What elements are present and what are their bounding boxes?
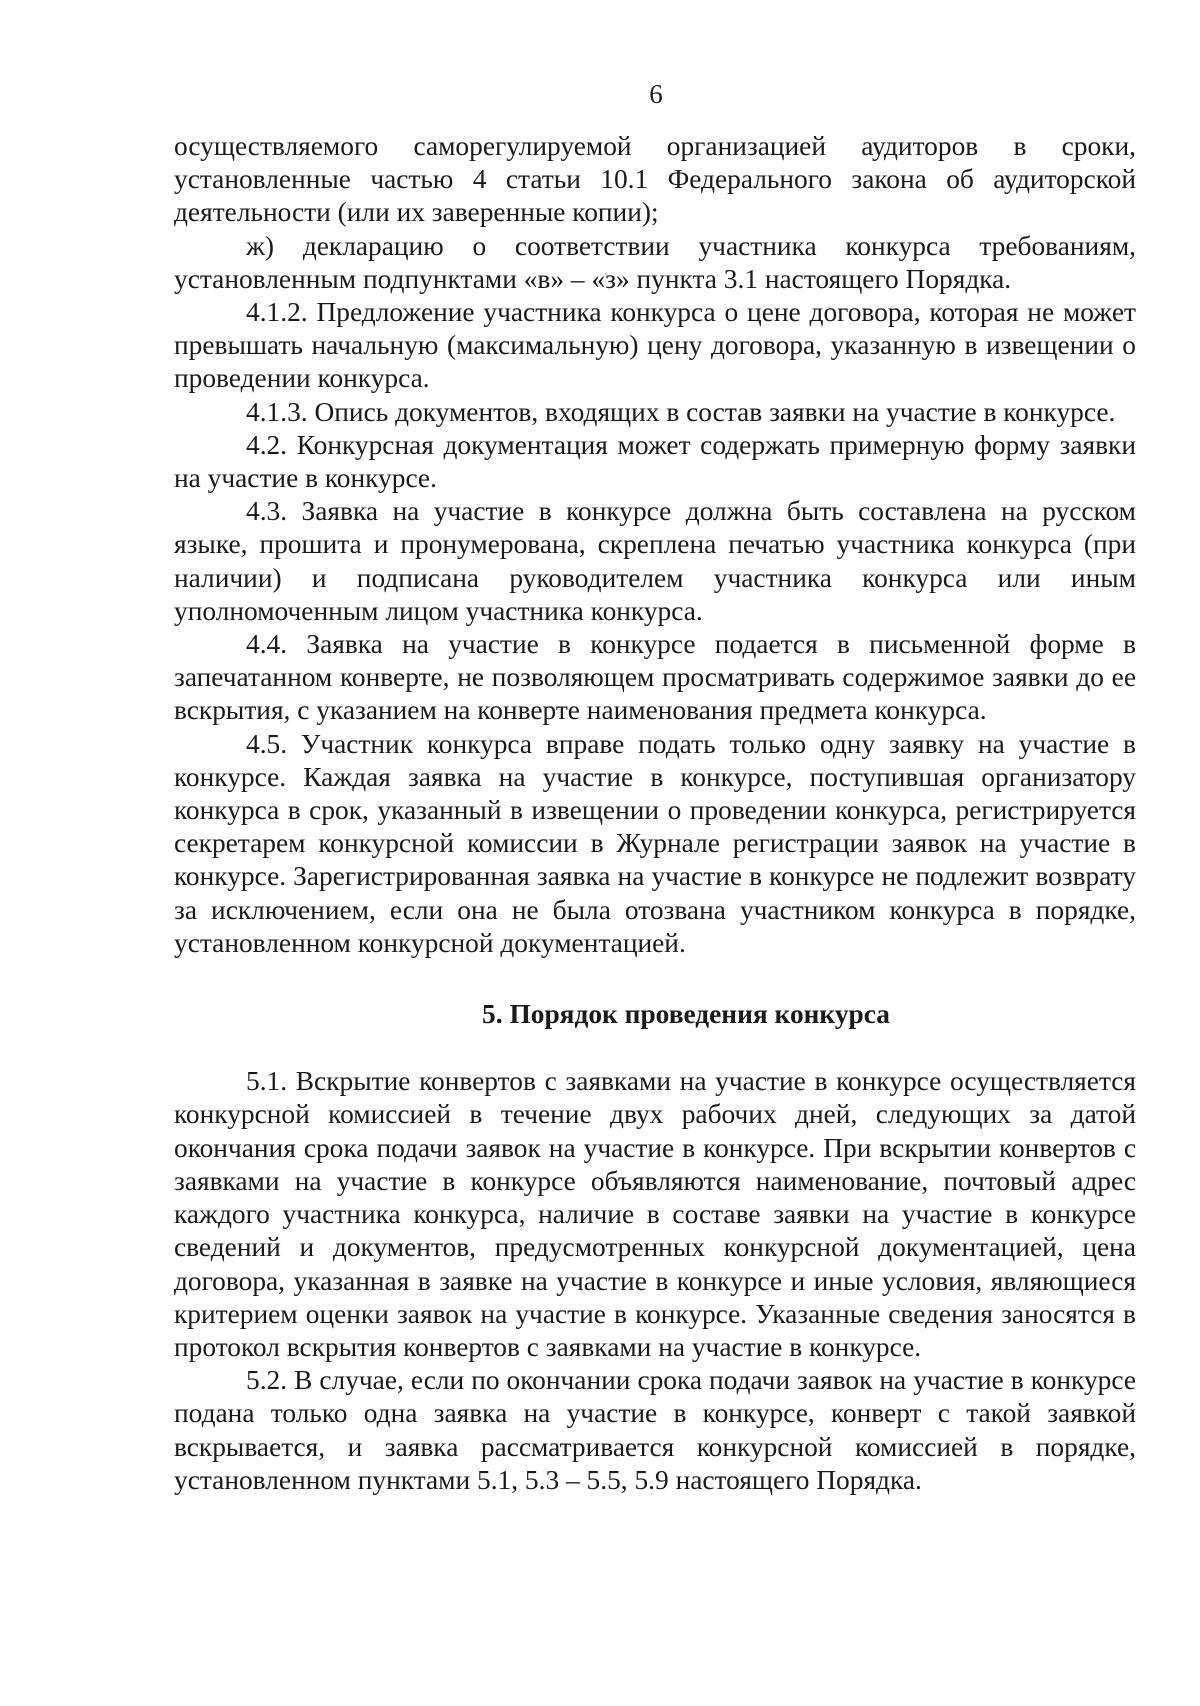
- page-number: 6: [649, 79, 663, 109]
- paragraph-5-2: 5.2. В случае, если по окончании срока подачи заявок на участие в конкурсе подана только одна заявка на участие в конкурсе, конверт с такой заявкой вскрывается, и заявка рассматривается конкурсной комиссией в порядке, установленном пунктами 5.1, 5.3 – 5.5, 5.9 настоящего Порядка.: [174, 1365, 1136, 1495]
- paragraph-continuation: осуществляемого саморегулируемой организацией аудиторов в сроки, установленные частью 4 статьи 10.1 Федерального закона об аудиторской деятельности (или их заверенные копии);: [174, 131, 1136, 228]
- paragraph-4-1-3: 4.1.3. Опись документов, входящих в состав заявки на участие в конкурсе.: [246, 396, 1116, 427]
- paragraph-4-3: 4.3. Заявка на участие в конкурсе должна быть составлена на русском языке, прошита и пронумерована, скреплена печатью участника конкурса (при наличии) и подписана руководителем участника конкурса или иным уполномоченным лицом участника конкурса.: [174, 496, 1136, 626]
- paragraph-5-1: 5.1. Вскрытие конвертов с заявками на участие в конкурсе осуществляется конкурсной комиссией в течение двух рабочих дней, следующих за датой окончания срока подачи заявок на участие в конкурсе. При вскрытии конвертов с заявками на участие в конкурсе объявляются наименование, почтовый адрес каждого участника конкурса, наличие в составе заявки на участие в конкурсе сведений и документов, предусмотренных конкурсной документацией, цена договора, указанная в заявке на участие в конкурсе и иные условия, являющиеся критерием оценки заявок на участие в конкурсе. Указанные сведения заносятся в протокол вскрытия конвертов с заявками на участие в конкурсе.: [174, 1066, 1136, 1362]
- paragraph-4-2: 4.2. Конкурсная документация может содержать примерную форму заявки на участие в конкурсе.: [174, 429, 1136, 494]
- paragraph-4-1-2: 4.1.2. Предложение участника конкурса о цене договора, которая не может превышать начальную (максимальную) цену договора, указанную в извещении о проведении конкурса.: [174, 297, 1136, 394]
- paragraph-item-zh: ж) декларацию о соответствии участника конкурса требованиям, установленным подпунктами «в» – «з» пункта 3.1 настоящего Порядка.: [174, 230, 1136, 294]
- paragraph-4-4: 4.4. Заявка на участие в конкурсе подается в письменной форме в запечатанном конверте, не позволяющем просматривать содержимое заявки до ее вскрытия, с указанием на конверте наименования предмета конкурса.: [174, 629, 1136, 726]
- document-body: [174, 130, 1136, 1497]
- paragraph-4-5: 4.5. Участник конкурса вправе подать только одну заявку на участие в конкурсе. Каждая заявка на участие в конкурсе, поступившая организатору конкурса в срок, указанный в извещении о проведении конкурса, регистрируется секретарем конкурсной комиссии в Журнале регистрации заявок на участие в конкурсе. Зарегистрированная заявка на участие в конкурсе не подлежит возврату за исключением, если она не была отозвана участником конкурса в порядке, установленном конкурсной документацией.: [174, 728, 1136, 958]
- section-heading: 5. Порядок проведения конкурса: [482, 999, 890, 1030]
